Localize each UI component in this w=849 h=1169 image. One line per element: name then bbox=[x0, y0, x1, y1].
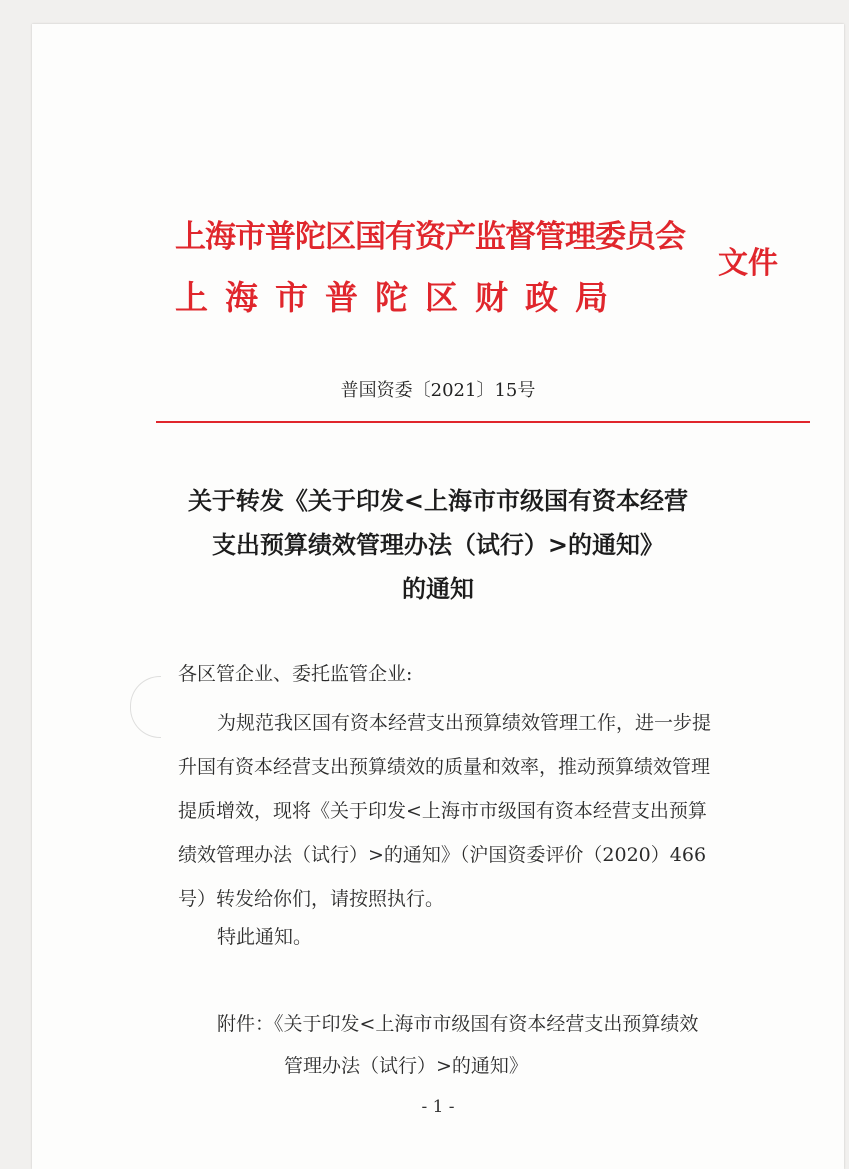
salutation: 各区管企业、委托监管企业: bbox=[178, 663, 413, 685]
document-suffix: 文件 bbox=[718, 246, 778, 281]
title-line-2: 支出预算绩效管理办法（试行）>的通知》 bbox=[211, 531, 665, 559]
issuing-org-line-2: 上海市普陀区财政局 bbox=[175, 278, 625, 317]
paragraph-line: 为规范我区国有资本经营支出预算绩效管理工作，进一步提 bbox=[217, 712, 712, 734]
paragraph-line: 号）转发给你们，请按照执行。 bbox=[178, 888, 445, 910]
closing-text: 特此通知。 bbox=[217, 926, 313, 948]
document-number: 普国资委〔2021〕15号 bbox=[340, 380, 536, 401]
title-line-3: 的通知 bbox=[402, 575, 474, 603]
document-page bbox=[32, 24, 844, 1169]
issuing-org-line-1: 上海市普陀区国有资产监督管理委员会 bbox=[175, 219, 685, 255]
attachment-line-2: 管理办法（试行）>的通知》 bbox=[284, 1055, 528, 1077]
title-line-1: 关于转发《关于印发<上海市市级国有资本经营 bbox=[187, 487, 689, 515]
paragraph-line: 提质增效，现将《关于印发<上海市市级国有资本经营支出预算 bbox=[178, 800, 707, 822]
body-paragraph bbox=[178, 701, 788, 921]
paragraph-line: 绩效管理办法（试行）>的通知》（沪国资委评价（2020）466 bbox=[178, 844, 707, 866]
paragraph-line: 升国有资本经营支出预算绩效的质量和效率，推动预算绩效管理 bbox=[178, 756, 711, 778]
binding-hole-mark bbox=[130, 676, 161, 738]
document-title bbox=[32, 479, 844, 611]
red-divider-line bbox=[156, 421, 810, 423]
page-number: - 1 - bbox=[421, 1097, 455, 1117]
attachment-line-1: 附件：《关于印发<上海市市级国有资本经营支出预算绩效 bbox=[217, 1013, 699, 1035]
